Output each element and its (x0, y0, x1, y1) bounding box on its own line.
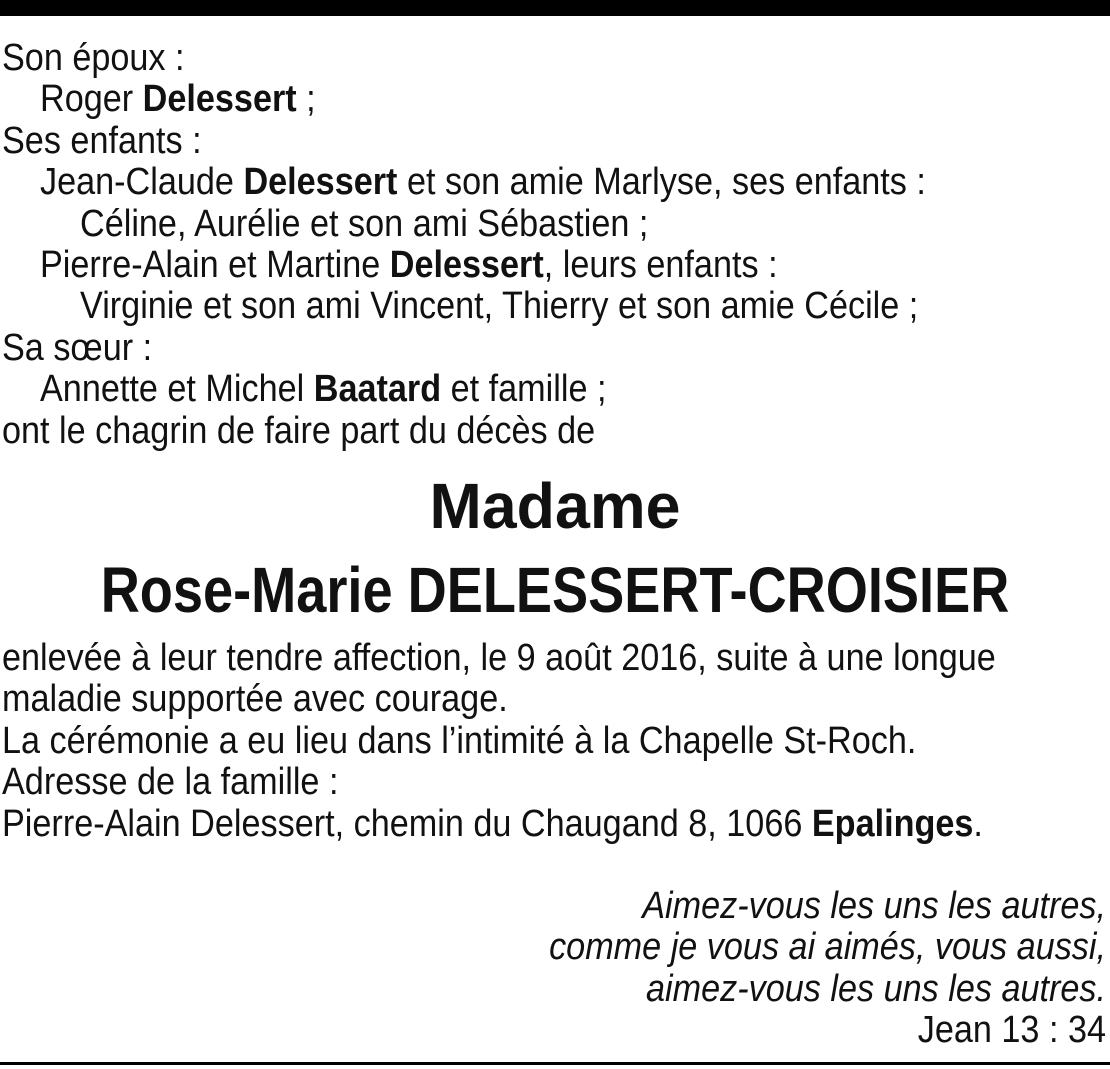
sister-heading: Sa sœur : (2, 326, 153, 369)
spouse-heading: Son époux : (2, 37, 185, 79)
address-line (2, 804, 992, 845)
quote-reference: Jean 13 : 34 (917, 1009, 1106, 1052)
family-list (2, 38, 1102, 452)
ceremony-line: La cérémonie a eu lieu dans l’intimité à la Chapelle St-Roch. (2, 719, 917, 762)
spouse-line (40, 79, 996, 120)
address-end: . (973, 802, 983, 845)
sister-rest: et famille ; (450, 368, 607, 411)
sister-line (40, 369, 996, 410)
child2-surname: Delessert (389, 243, 544, 286)
address-town: Epalinges (811, 802, 974, 845)
child1-name: Jean-Claude (40, 161, 234, 204)
spouse-end: ; (306, 78, 316, 121)
sister-surname: Baatard (313, 368, 442, 411)
grandchildren2-line: Virginie et son ami Vincent, Thierry et son amie Cécile ; (80, 285, 919, 328)
top-rule (0, 0, 1110, 16)
deceased-title (0, 464, 1110, 632)
child2-name: Pierre-Alain et Martine (40, 243, 381, 286)
child1-rest: et son amie Marlyse, ses enfants : (406, 161, 926, 204)
spouse-name: Roger (40, 78, 134, 121)
deceased-name: Rose-Marie DELESSERT-CROISIER (100, 554, 1010, 626)
quote-line-2: comme je vous ai aimés, vous aussi, (549, 926, 1106, 969)
deceased-honorific: Madame (429, 470, 681, 542)
address-text: Pierre-Alain Delessert, chemin du Chaugand 8, 1066 (2, 802, 803, 845)
grandchildren1-line: Céline, Aurélie et son ami Sébastien ; (80, 202, 649, 245)
quote-line-3: aimez-vous les uns les autres. (646, 967, 1106, 1010)
details-line-1: enlevée à leur tendre affection, le 9 août 2016, suite à une longue (2, 637, 996, 679)
details (2, 638, 1102, 845)
quote-line-1: Aimez-vous les uns les autres, (642, 885, 1106, 927)
child2-line (40, 245, 996, 286)
spouse-surname: Delessert (142, 78, 297, 121)
announcement-line: ont le chagrin de faire part du décès de (2, 409, 596, 452)
children-heading: Ses enfants : (2, 119, 202, 162)
child1-surname: Delessert (243, 161, 398, 204)
bible-quote (0, 886, 1106, 1052)
child1-line (40, 162, 996, 203)
address-heading: Adresse de la famille : (2, 761, 339, 804)
bottom-rule (0, 1062, 1110, 1065)
sister-name: Annette et Michel (40, 368, 305, 411)
details-line-2: maladie supportée avec courage. (2, 678, 508, 721)
child2-rest: , leurs enfants : (543, 243, 778, 286)
